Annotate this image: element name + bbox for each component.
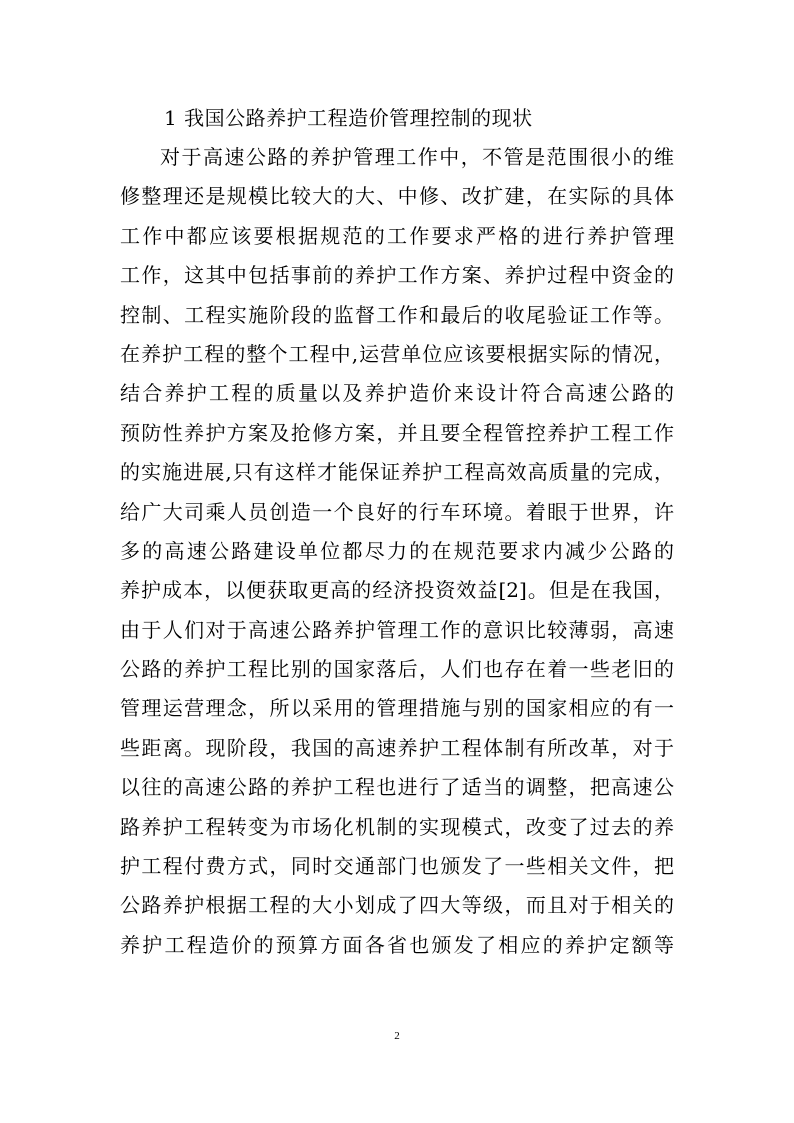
paragraph-line: 结合养护工程的质量以及养护造价来设计符合高速公路的 bbox=[120, 381, 674, 406]
paragraph-line: 护工程付费方式，同时交通部门也颁发了一些相关文件，把 bbox=[120, 854, 674, 879]
paragraph-line: 公路的养护工程比别的国家落后，人们也存在着一些老旧的 bbox=[120, 657, 674, 682]
paragraph-line: 多的高速公路建设单位都尽力的在规范要求内减少公路的 bbox=[120, 538, 674, 563]
body-paragraph bbox=[120, 138, 674, 965]
paragraph-line: 以往的高速公路的养护工程也进行了适当的调整，把高速公 bbox=[120, 775, 674, 800]
section-heading: 1 我国公路养护工程造价管理控制的现状 bbox=[164, 106, 533, 130]
paragraph-line: 预防性养护方案及抢修方案，并且要全程管控养护工程工作 bbox=[120, 420, 674, 445]
paragraph-line: 在养护工程的整个工程中,运营单位应该要根据实际的情况， bbox=[120, 341, 674, 366]
paragraph-line: 管理运营理念，所以采用的管理措施与别的国家相应的有一 bbox=[120, 696, 674, 721]
paragraph-line: 路养护工程转变为市场化机制的实现模式，改变了过去的养 bbox=[120, 814, 674, 839]
paragraph-line: 养护工程造价的预算方面各省也颁发了相应的养护定额等 bbox=[120, 932, 674, 957]
paragraph-line: 公路养护根据工程的大小划成了四大等级，而且对于相关的 bbox=[120, 893, 674, 918]
paragraph-line: 修整理还是规模比较大的大、中修、改扩建，在实际的具体 bbox=[120, 184, 674, 209]
paragraph-line: 对于高速公路的养护管理工作中，不管是范围很小的维 bbox=[160, 145, 674, 169]
document-body bbox=[120, 98, 674, 965]
paragraph-line: 控制、工程实施阶段的监督工作和最后的收尾验证工作等。 bbox=[120, 302, 674, 327]
paragraph-line: 由于人们对于高速公路养护管理工作的意识比较薄弱，高速 bbox=[120, 617, 674, 642]
paragraph-line: 养护成本，以便获取更高的经济投资效益[2]。但是在我国， bbox=[120, 578, 674, 603]
paragraph-line: 工作，这其中包括事前的养护工作方案、养护过程中资金的 bbox=[120, 263, 674, 288]
paragraph-line: 些距离。现阶段，我国的高速养护工程体制有所改革，对于 bbox=[120, 735, 674, 760]
paragraph-line: 给广大司乘人员创造一个良好的行车环境。着眼于世界，许 bbox=[120, 499, 674, 524]
paragraph-line: 的实施进展,只有这样才能保证养护工程高效高质量的完成， bbox=[120, 460, 674, 485]
page-number: 2 bbox=[394, 1030, 400, 1042]
paragraph-line: 工作中都应该要根据规范的工作要求严格的进行养护管理 bbox=[120, 223, 674, 248]
